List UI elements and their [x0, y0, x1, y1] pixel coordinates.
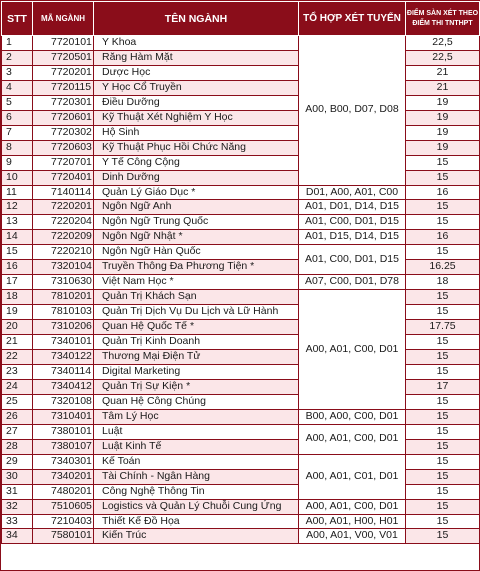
cell-diem-san: 15 [406, 454, 480, 469]
table-row [2, 170, 480, 185]
table-row [2, 529, 480, 544]
cell-stt: 18 [2, 290, 33, 305]
cell-ten-nganh: Ngôn Ngữ Anh [94, 200, 299, 215]
cell-to-hop: A01, D01, D14, D15 [299, 200, 406, 215]
table-row [2, 439, 480, 454]
cell-ten-nganh: Răng Hàm Mặt [94, 50, 299, 65]
cell-ma-nganh: 7720101 [33, 36, 94, 51]
cell-diem-san: 15 [406, 155, 480, 170]
cell-ma-nganh: 7140114 [33, 185, 94, 200]
cell-ma-nganh: 7510605 [33, 499, 94, 514]
cell-stt: 7 [2, 125, 33, 140]
cell-to-hop: A01, C00, D01, D15 [299, 245, 406, 275]
cell-to-hop: A00, B00, D07, D08 [299, 36, 406, 186]
cell-ten-nganh: Quản Trị Kinh Doanh [94, 335, 299, 350]
cell-ma-nganh: 7220209 [33, 230, 94, 245]
header-ten-nganh: TÊN NGÀNH [94, 2, 299, 36]
cell-stt: 31 [2, 484, 33, 499]
header-diem-san: ĐIỂM SÀN XÉT THEO ĐIỂM THI TNTHPT [406, 2, 480, 36]
cell-ten-nganh: Quan Hệ Công Chúng [94, 394, 299, 409]
table-row [2, 424, 480, 439]
cell-stt: 4 [2, 80, 33, 95]
cell-diem-san: 15 [406, 364, 480, 379]
cell-diem-san: 15 [406, 469, 480, 484]
cell-stt: 2 [2, 50, 33, 65]
cell-diem-san: 15 [406, 170, 480, 185]
cell-diem-san: 15 [406, 335, 480, 350]
cell-ten-nganh: Quản Trị Dịch Vụ Du Lịch và Lữ Hành [94, 305, 299, 320]
cell-to-hop: A00, A01, C00, D01 [299, 424, 406, 454]
cell-diem-san: 21 [406, 65, 480, 80]
table-row [2, 350, 480, 365]
table-row [2, 290, 480, 305]
cell-stt: 22 [2, 350, 33, 365]
cell-ma-nganh: 7810103 [33, 305, 94, 320]
cell-ten-nganh: Thiết Kế Đồ Họa [94, 514, 299, 529]
cell-ma-nganh: 7720201 [33, 65, 94, 80]
table-row [2, 140, 480, 155]
cell-diem-san: 15 [406, 215, 480, 230]
cell-stt: 34 [2, 529, 33, 544]
cell-stt: 3 [2, 65, 33, 80]
cell-stt: 14 [2, 230, 33, 245]
cell-diem-san: 19 [406, 125, 480, 140]
cell-stt: 28 [2, 439, 33, 454]
table-row [2, 80, 480, 95]
cell-ten-nganh: Tài Chính - Ngân Hàng [94, 469, 299, 484]
cell-ten-nganh: Ngôn Ngữ Hàn Quốc [94, 245, 299, 260]
table-row [2, 379, 480, 394]
cell-ten-nganh: Y Học Cổ Truyền [94, 80, 299, 95]
cell-stt: 15 [2, 245, 33, 260]
cell-ma-nganh: 7380107 [33, 439, 94, 454]
cell-diem-san: 15 [406, 439, 480, 454]
cell-ten-nganh: Y Tế Công Cộng [94, 155, 299, 170]
cell-stt: 20 [2, 320, 33, 335]
cell-ten-nganh: Digital Marketing [94, 364, 299, 379]
cell-ma-nganh: 7340201 [33, 469, 94, 484]
table-row [2, 65, 480, 80]
cell-ten-nganh: Việt Nam Học * [94, 275, 299, 290]
cell-stt: 21 [2, 335, 33, 350]
cell-stt: 5 [2, 95, 33, 110]
cell-ten-nganh: Tâm Lý Học [94, 409, 299, 424]
header-to-hop: TỔ HỢP XÉT TUYỂN [299, 2, 406, 36]
cell-stt: 30 [2, 469, 33, 484]
table-row [2, 260, 480, 275]
cell-stt: 32 [2, 499, 33, 514]
cell-ten-nganh: Hộ Sinh [94, 125, 299, 140]
cell-stt: 1 [2, 36, 33, 51]
cell-ma-nganh: 7220201 [33, 200, 94, 215]
cell-ma-nganh: 7210403 [33, 514, 94, 529]
cell-ten-nganh: Kỹ Thuật Phục Hồi Chức Năng [94, 140, 299, 155]
cell-ten-nganh: Ngôn Ngữ Nhật * [94, 230, 299, 245]
cell-diem-san: 22,5 [406, 36, 480, 51]
cell-ten-nganh: Thương Mại Điện Tử [94, 350, 299, 365]
cell-diem-san: 19 [406, 95, 480, 110]
cell-diem-san: 15 [406, 499, 480, 514]
cell-to-hop: A00, A01, C01, D01 [299, 454, 406, 499]
cell-ten-nganh: Truyền Thông Đa Phương Tiện * [94, 260, 299, 275]
cell-diem-san: 18 [406, 275, 480, 290]
cell-ten-nganh: Luật [94, 424, 299, 439]
cell-diem-san: 15 [406, 409, 480, 424]
cell-stt: 9 [2, 155, 33, 170]
cell-stt: 13 [2, 215, 33, 230]
cell-diem-san: 15 [406, 514, 480, 529]
cell-ma-nganh: 7340101 [33, 335, 94, 350]
cell-diem-san: 15 [406, 245, 480, 260]
table-header-row [2, 2, 480, 36]
cell-to-hop: A00, A01, C00, D01 [299, 499, 406, 514]
cell-to-hop: A00, A01, V00, V01 [299, 529, 406, 544]
table-row [2, 394, 480, 409]
cell-stt: 10 [2, 170, 33, 185]
cell-ma-nganh: 7720401 [33, 170, 94, 185]
table-row [2, 320, 480, 335]
cell-diem-san: 15 [406, 350, 480, 365]
cell-ten-nganh: Kế Toán [94, 454, 299, 469]
cell-ten-nganh: Kỹ Thuật Xét Nghiệm Y Học [94, 110, 299, 125]
cell-ten-nganh: Dinh Dưỡng [94, 170, 299, 185]
cell-ma-nganh: 7810201 [33, 290, 94, 305]
table-row [2, 275, 480, 290]
cell-ma-nganh: 7720701 [33, 155, 94, 170]
cell-diem-san: 15 [406, 424, 480, 439]
cell-stt: 25 [2, 394, 33, 409]
cell-ma-nganh: 7380101 [33, 424, 94, 439]
header-ma-nganh: MÃ NGÀNH [33, 2, 94, 36]
cell-to-hop: B00, A00, C00, D01 [299, 409, 406, 424]
cell-diem-san: 19 [406, 110, 480, 125]
cell-ma-nganh: 7340114 [33, 364, 94, 379]
cell-to-hop: A01, D15, D14, D15 [299, 230, 406, 245]
cell-ten-nganh: Kiến Trúc [94, 529, 299, 544]
cell-ten-nganh: Ngôn Ngữ Trung Quốc [94, 215, 299, 230]
cell-stt: 17 [2, 275, 33, 290]
table-row [2, 215, 480, 230]
table-row [2, 230, 480, 245]
cell-diem-san: 17.75 [406, 320, 480, 335]
cell-stt: 24 [2, 379, 33, 394]
table-row [2, 305, 480, 320]
table-row [2, 364, 480, 379]
cell-ma-nganh: 7310630 [33, 275, 94, 290]
cell-stt: 6 [2, 110, 33, 125]
cell-ten-nganh: Quản Trị Khách Sạn [94, 290, 299, 305]
cell-diem-san: 15 [406, 529, 480, 544]
cell-ma-nganh: 7480201 [33, 484, 94, 499]
table-row [2, 36, 480, 51]
cell-ma-nganh: 7580101 [33, 529, 94, 544]
table-row [2, 469, 480, 484]
cell-stt: 26 [2, 409, 33, 424]
cell-to-hop: A00, A01, C00, D01 [299, 290, 406, 410]
cell-ma-nganh: 7220210 [33, 245, 94, 260]
cell-stt: 19 [2, 305, 33, 320]
cell-stt: 12 [2, 200, 33, 215]
table-body [2, 36, 480, 544]
cell-stt: 33 [2, 514, 33, 529]
cell-to-hop: D01, A00, A01, C00 [299, 185, 406, 200]
cell-ma-nganh: 7310206 [33, 320, 94, 335]
cell-stt: 23 [2, 364, 33, 379]
table-row [2, 185, 480, 200]
cell-diem-san: 22,5 [406, 50, 480, 65]
table-row [2, 409, 480, 424]
cell-ten-nganh: Quản Lý Giáo Dục * [94, 185, 299, 200]
cell-ten-nganh: Dược Học [94, 65, 299, 80]
cell-ma-nganh: 7720302 [33, 125, 94, 140]
cell-diem-san: 15 [406, 484, 480, 499]
cell-diem-san: 16 [406, 185, 480, 200]
table-row [2, 155, 480, 170]
cell-ma-nganh: 7340122 [33, 350, 94, 365]
cell-ma-nganh: 7320104 [33, 260, 94, 275]
cell-diem-san: 15 [406, 305, 480, 320]
cell-diem-san: 21 [406, 80, 480, 95]
table-row [2, 110, 480, 125]
cell-diem-san: 15 [406, 200, 480, 215]
cell-ma-nganh: 7720115 [33, 80, 94, 95]
table-row [2, 95, 480, 110]
table-row [2, 50, 480, 65]
table-row [2, 454, 480, 469]
cell-diem-san: 16.25 [406, 260, 480, 275]
cell-ma-nganh: 7220204 [33, 215, 94, 230]
cell-diem-san: 19 [406, 140, 480, 155]
cell-ten-nganh: Logistics và Quản Lý Chuỗi Cung Ứng [94, 499, 299, 514]
cell-ma-nganh: 7720301 [33, 95, 94, 110]
cell-ten-nganh: Quản Trị Sự Kiện * [94, 379, 299, 394]
cell-to-hop: A07, C00, D01, D78 [299, 275, 406, 290]
header-stt: STT [2, 2, 33, 36]
cell-ma-nganh: 7720601 [33, 110, 94, 125]
cell-stt: 27 [2, 424, 33, 439]
cell-stt: 11 [2, 185, 33, 200]
cell-to-hop: A01, C00, D01, D15 [299, 215, 406, 230]
cell-ma-nganh: 7720501 [33, 50, 94, 65]
table-row [2, 245, 480, 260]
cell-diem-san: 15 [406, 290, 480, 305]
cell-stt: 29 [2, 454, 33, 469]
cell-stt: 8 [2, 140, 33, 155]
cell-ten-nganh: Điều Dưỡng [94, 95, 299, 110]
cell-to-hop: A00, A01, H00, H01 [299, 514, 406, 529]
cell-ten-nganh: Luật Kinh Tế [94, 439, 299, 454]
table-row [2, 335, 480, 350]
table-row [2, 125, 480, 140]
cell-ma-nganh: 7340301 [33, 454, 94, 469]
cell-ma-nganh: 7340412 [33, 379, 94, 394]
cell-diem-san: 16 [406, 230, 480, 245]
cell-diem-san: 17 [406, 379, 480, 394]
cell-ma-nganh: 7320108 [33, 394, 94, 409]
cell-diem-san: 15 [406, 394, 480, 409]
cell-ten-nganh: Quan Hệ Quốc Tế * [94, 320, 299, 335]
admission-score-table [1, 1, 480, 544]
table-row [2, 514, 480, 529]
cell-ma-nganh: 7310401 [33, 409, 94, 424]
table-row [2, 200, 480, 215]
cell-ten-nganh: Công Nghệ Thông Tin [94, 484, 299, 499]
table-row [2, 484, 480, 499]
table-row [2, 499, 480, 514]
cell-ten-nganh: Y Khoa [94, 36, 299, 51]
cell-stt: 16 [2, 260, 33, 275]
cell-ma-nganh: 7720603 [33, 140, 94, 155]
